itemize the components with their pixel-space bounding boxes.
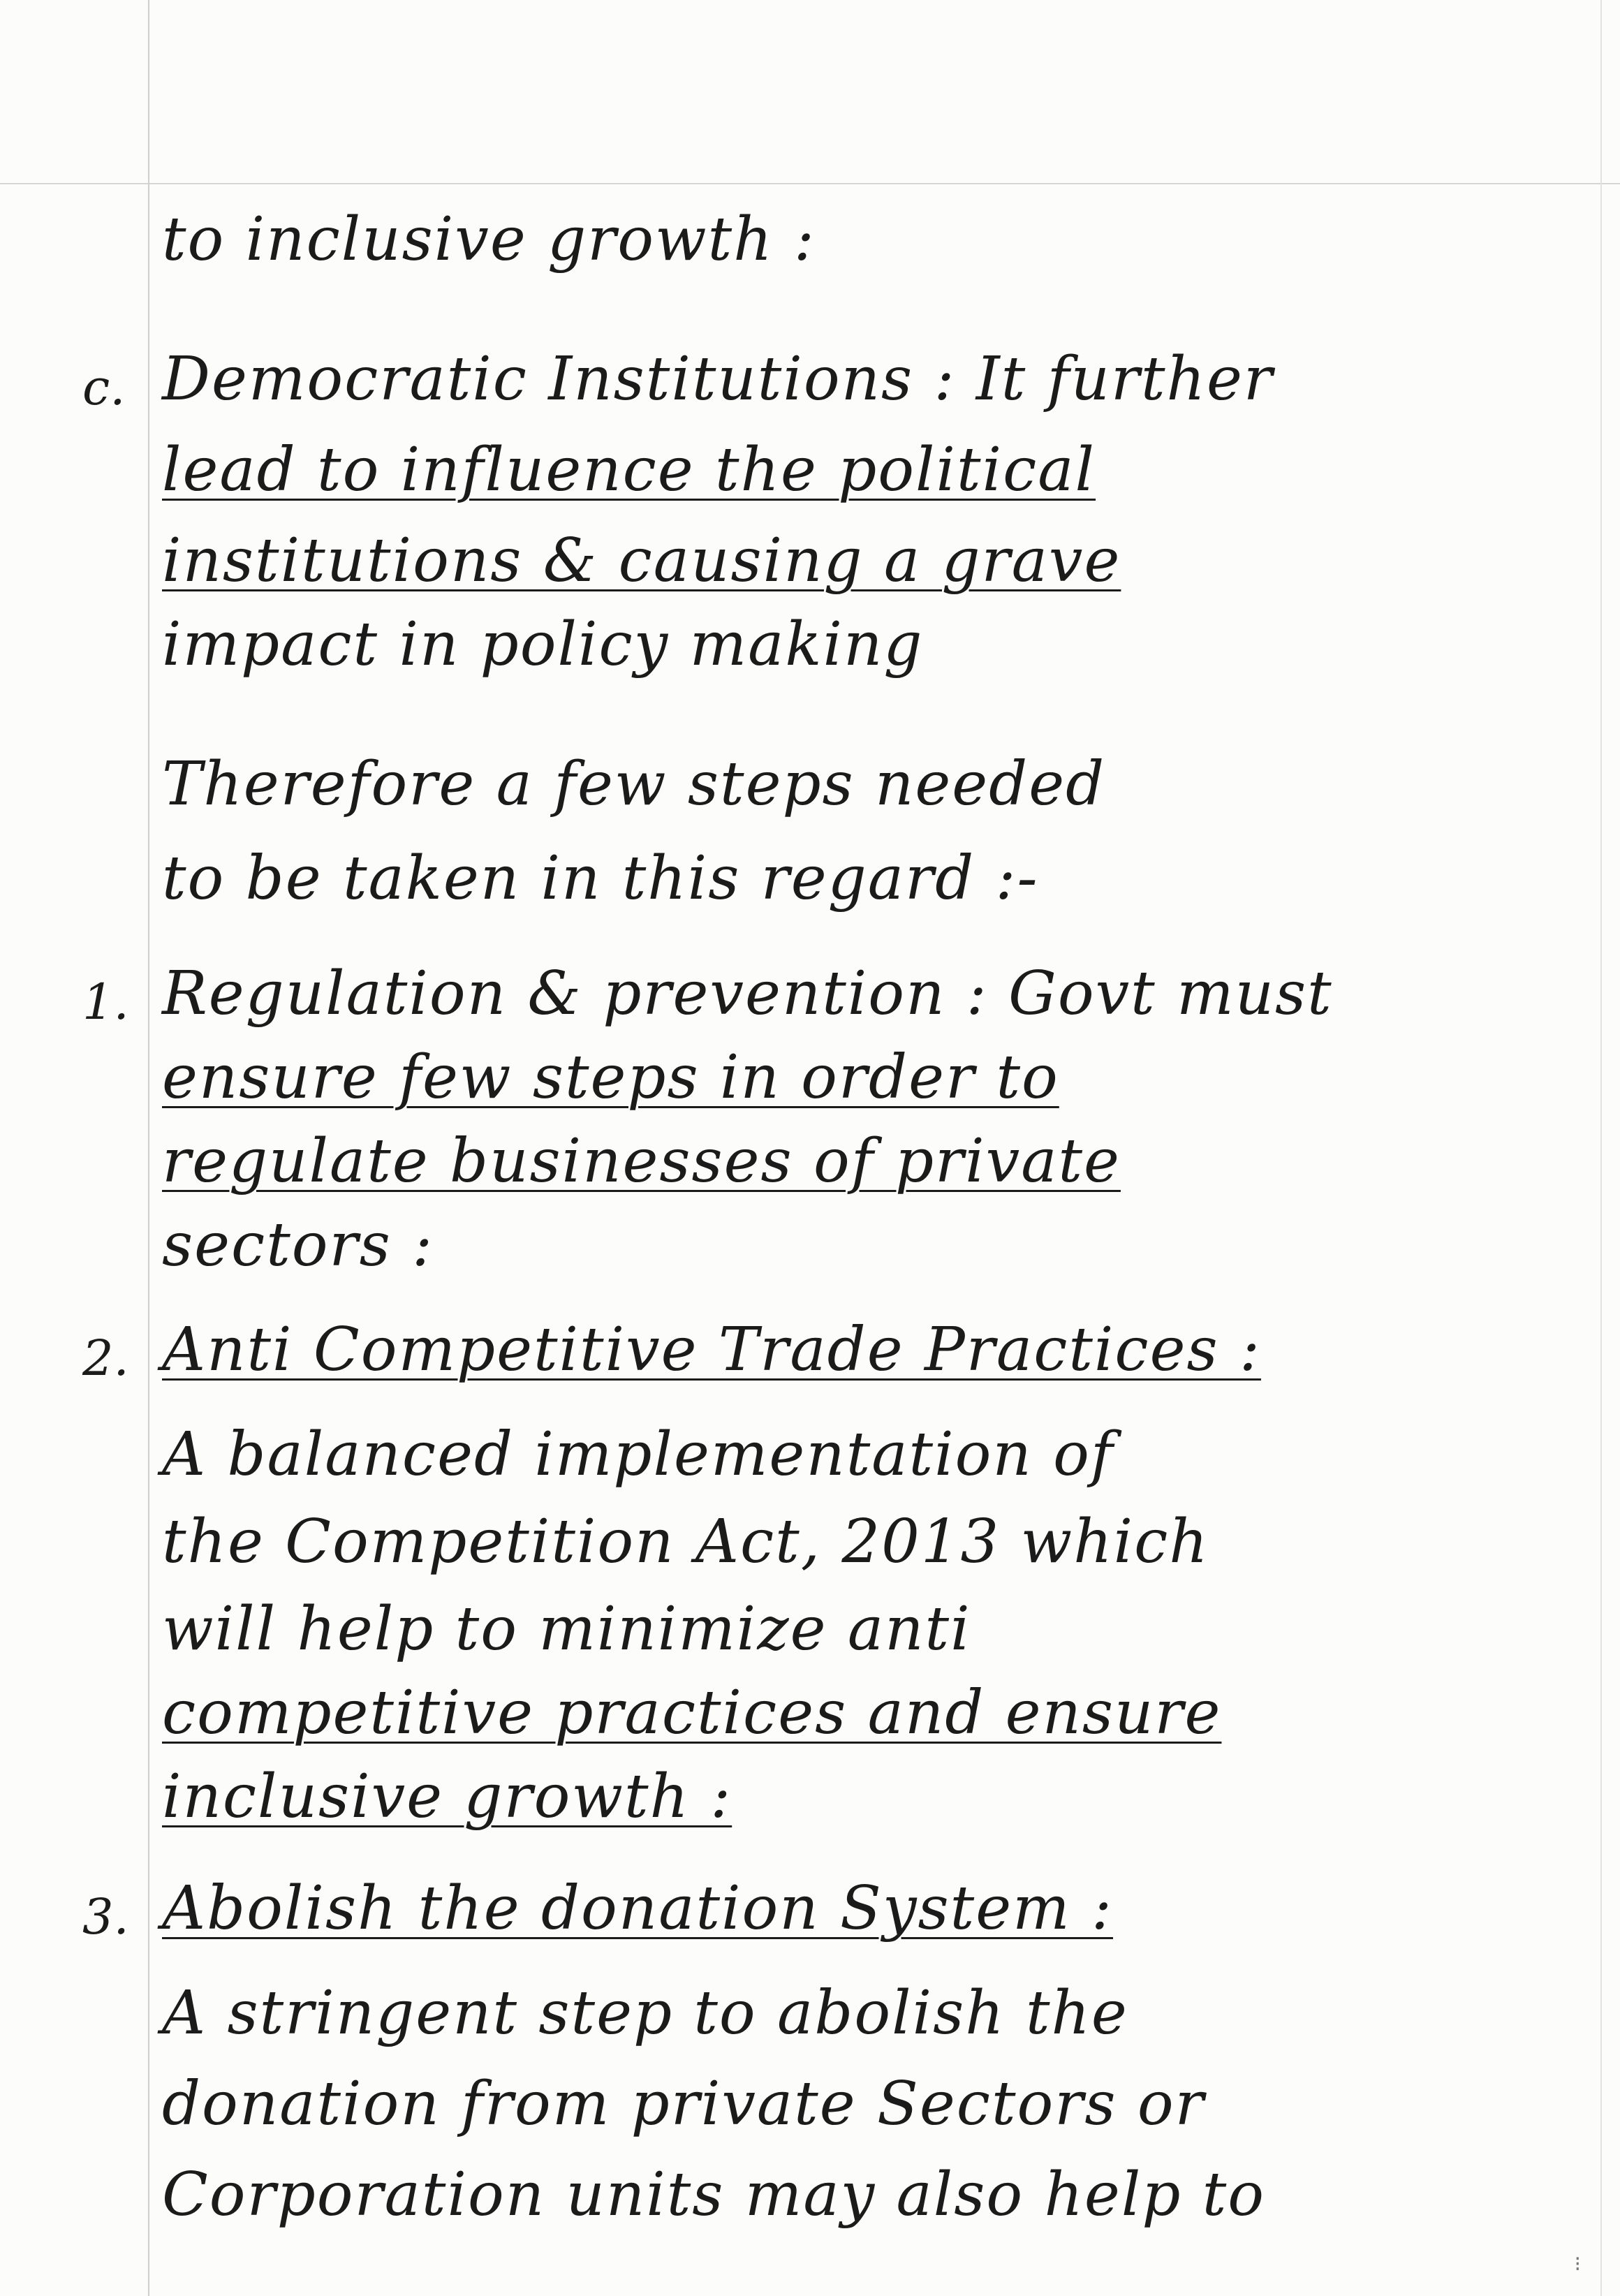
text-line: inclusive growth :	[162, 1762, 732, 1832]
text-line: ensure few steps in order to	[162, 1043, 1059, 1112]
text-line: to inclusive growth :	[162, 205, 816, 274]
text-line: A stringent step to abolish the	[162, 1978, 1128, 2048]
heading-anti-competitive-trade-practices: Anti Competitive Trade Practices :	[162, 1315, 1261, 1385]
text-line: impact in policy making	[162, 610, 924, 679]
text-line: regulate businesses of private	[162, 1126, 1121, 1196]
item-marker-c: c.	[82, 359, 126, 416]
item-marker-2: 2.	[82, 1330, 129, 1387]
text-line: competitive practices and ensure	[162, 1678, 1222, 1748]
text-line: Therefore a few steps needed	[162, 749, 1106, 819]
heading-abolish-donation-system: Abolish the donation System :	[162, 1874, 1113, 1943]
text-line: lead to influence the political	[162, 435, 1096, 505]
text-line: donation from private Sectors or	[162, 2069, 1205, 2139]
text-line: Corporation units may also help to	[162, 2160, 1266, 2230]
text-line: institutions & causing a grave	[162, 526, 1121, 596]
heading-democratic-institutions: Democratic Institutions : It further	[162, 344, 1274, 414]
text-line: A balanced implementation of	[162, 1420, 1114, 1489]
page-mark: ⁝	[1574, 2252, 1581, 2276]
text-line: to be taken in this regard :-	[162, 844, 1039, 913]
text-line: sectors :	[162, 1210, 434, 1280]
item-marker-1: 1.	[82, 973, 129, 1031]
heading-regulation-prevention: Regulation & prevention : Govt must	[162, 959, 1333, 1029]
item-marker-3: 3.	[82, 1888, 129, 1945]
text-line: will help to minimize anti	[162, 1594, 971, 1664]
text-line: the Competition Act, 2013 which	[162, 1507, 1209, 1577]
